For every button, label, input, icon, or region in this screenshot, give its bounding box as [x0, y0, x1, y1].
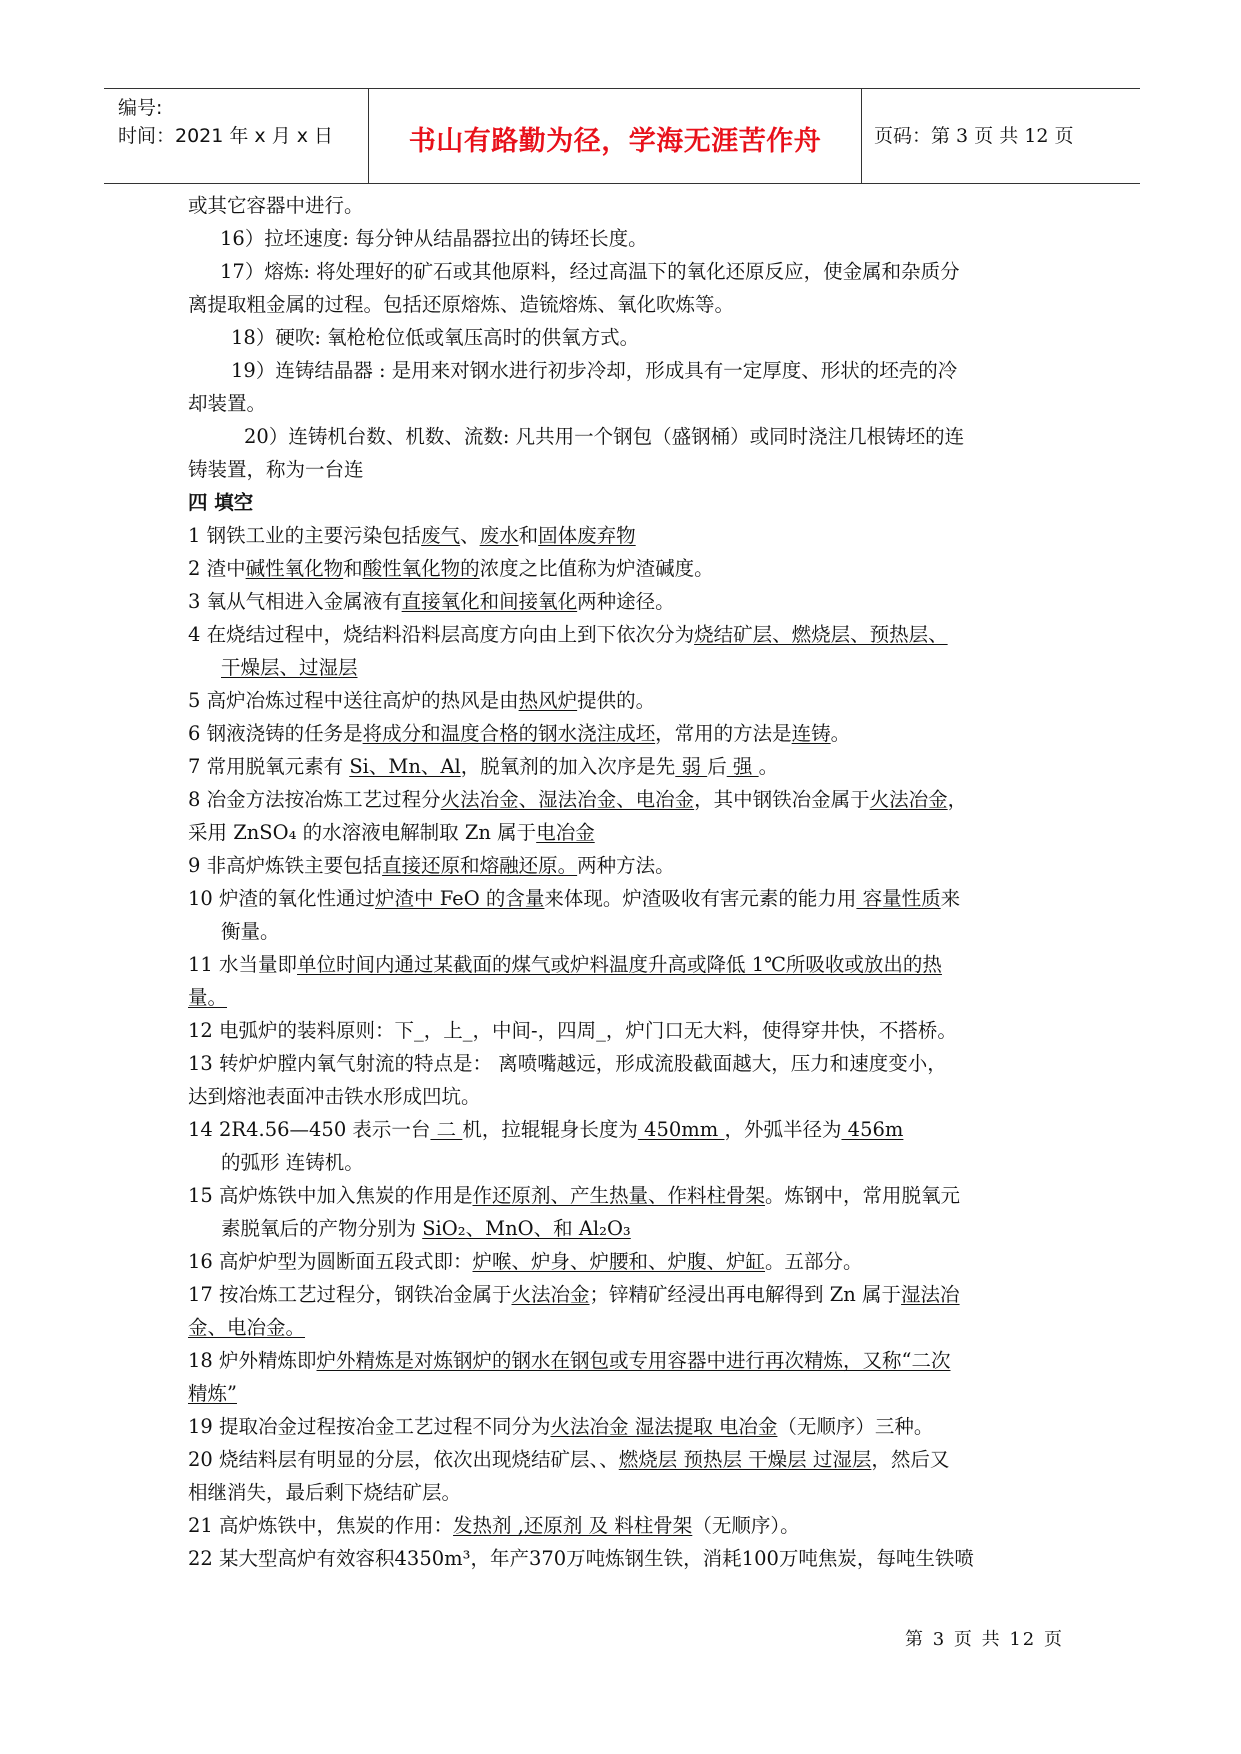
- underlined-answer: 作还原剂、产生热量、作料柱骨架: [472, 1184, 766, 1207]
- text-line: [188, 522, 636, 550]
- underlined-answer: 弱: [675, 755, 708, 778]
- text-segment: 或其它容器中进行。: [188, 194, 364, 217]
- text-line: [188, 819, 595, 847]
- text-segment: 12 电弧炉的装料原则：下_，上_，中间-，四周_，炉门口无大料，使得穿井快，不搭桥。: [188, 1019, 957, 1042]
- text-line: [188, 1314, 305, 1342]
- text-segment: 采用 ZnSO₄ 的水溶液电解制取 Zn 属于: [188, 821, 537, 844]
- underlined-answer: 量。: [188, 986, 228, 1009]
- text-line: [221, 654, 358, 682]
- underlined-answer: 烧结矿层、燃烧层、预热层、: [694, 623, 948, 646]
- text-segment: 19）连铸结晶器 : 是用来对钢水进行初步冷却，形成具有一定厚度、形状的坯壳的冷: [231, 359, 958, 382]
- text-segment: 来: [940, 887, 961, 910]
- underlined-answer: Si、Mn、Al: [349, 755, 461, 778]
- text-line: [220, 225, 648, 253]
- text-segment: （无顺序）三种。: [777, 1415, 934, 1438]
- underlined-answer: 直接氧化和间接氧化: [401, 590, 578, 613]
- underlined-answer: 450mm: [637, 1118, 725, 1141]
- text-line: [188, 1083, 481, 1111]
- text-segment: （无顺序）。: [692, 1514, 800, 1537]
- text-segment: 却装置。: [188, 392, 267, 415]
- text-segment: 两种方法。: [577, 854, 675, 877]
- text-segment: 2 渣中: [188, 557, 246, 580]
- text-segment: 18 炉外精炼即: [188, 1349, 317, 1372]
- text-segment: 4 在烧结过程中，烧结料沿料层高度方向由上到下依次分为: [188, 623, 695, 646]
- text-segment: 1 钢铁工业的主要污染包括: [188, 524, 422, 547]
- text-segment: 18）硬吹: 氧枪枪位低或氧压高时的供氧方式。: [231, 326, 640, 349]
- text-segment: 8 冶金方法按冶炼工艺过程分: [188, 788, 441, 811]
- underlined-answer: 干燥层、过湿层: [221, 656, 358, 679]
- text-line: [188, 1116, 903, 1144]
- text-segment: 素脱氧后的产物分别为: [221, 1217, 423, 1240]
- text-segment: 浓度之比值称为炉渣碱度。: [479, 557, 714, 580]
- text-segment: ，其中钢铁冶金属于: [694, 788, 870, 811]
- text-line: [188, 489, 253, 517]
- underlined-answer: 火法冶金: [869, 788, 948, 811]
- text-line: [221, 1215, 631, 1243]
- text-segment: 。炼钢中，常用脱氧元: [765, 1184, 961, 1207]
- text-line: [188, 1248, 863, 1276]
- text-segment: 21 高炉炼铁中，焦炭的作用：: [188, 1514, 454, 1537]
- text-line: [188, 456, 364, 484]
- text-line: [188, 786, 967, 814]
- underlined-answer: SiO₂、MnO、和 Al₂O₃: [422, 1217, 631, 1240]
- header-motto-cell: [368, 89, 862, 183]
- underlined-answer: 废水: [479, 524, 519, 547]
- text-segment: ，然后又: [871, 1448, 950, 1471]
- text-segment: 、: [460, 524, 480, 547]
- text-line: [188, 951, 942, 979]
- text-segment: 的弧形 连铸机。: [221, 1151, 364, 1174]
- text-segment: 7 常用脱氧元素有: [188, 755, 350, 778]
- text-line: [244, 423, 964, 451]
- document-time-label: 时间：2021 年 x 月 x 日: [118, 125, 334, 147]
- text-line: [188, 621, 948, 649]
- text-line: [220, 258, 960, 286]
- document-header: [104, 88, 1140, 184]
- text-segment: 机，拉辊辊身长度为: [462, 1118, 638, 1141]
- text-segment: 和: [518, 524, 539, 547]
- underlined-answer: 碱性氧化物: [245, 557, 344, 580]
- text-segment: 达到熔池表面冲击铁水形成凹坑。: [188, 1085, 481, 1108]
- underlined-answer: 燃烧层 预热层 干燥层 过湿层: [618, 1448, 872, 1471]
- text-segment: 17 按冶炼工艺过程分，钢铁冶金属于: [188, 1283, 512, 1306]
- text-segment: 16 高炉炉型为圆断面五段式即：: [188, 1250, 473, 1273]
- underlined-answer: 连铸: [791, 722, 831, 745]
- underlined-answer: 废气: [421, 524, 461, 547]
- text-segment: 。五部分。: [765, 1250, 863, 1273]
- underlined-answer: 火法冶金: [511, 1283, 590, 1306]
- text-line: [188, 291, 734, 319]
- text-line: [188, 1182, 960, 1210]
- text-line: [188, 192, 364, 220]
- underlined-answer: 火法冶金 湿法提取 电冶金: [550, 1415, 778, 1438]
- underlined-answer: 容量性质: [856, 887, 941, 910]
- text-segment: 19 提取冶金过程按冶金工艺过程不同分为: [188, 1415, 551, 1438]
- underlined-answer: 单位时间内通过某截面的煤气或炉料温度升高或降低 1℃所吸收或放出的热: [297, 953, 942, 976]
- text-segment: 。: [830, 722, 851, 745]
- underlined-answer: 湿法冶: [901, 1283, 960, 1306]
- text-line: [221, 918, 280, 946]
- underlined-answer: 炉渣中 FeO 的含量: [375, 887, 545, 910]
- text-segment: 相继消失，最后剩下烧结矿层。: [188, 1481, 462, 1504]
- underlined-answer: 将成分和温度合格的钢水浇注成坯: [362, 722, 656, 745]
- text-line: [188, 885, 960, 913]
- text-line: [188, 984, 227, 1012]
- text-line: [188, 390, 266, 418]
- text-segment: 16）拉坯速度: 每分钟从结晶器拉出的铸坯长度。: [220, 227, 648, 250]
- text-segment: 提供的。: [577, 689, 656, 712]
- text-segment: ，脱氧剂的加入次序是先: [460, 755, 676, 778]
- text-line: [188, 588, 675, 616]
- underlined-answer: 金、电冶金。: [188, 1316, 306, 1339]
- text-segment: 11 水当量即: [188, 953, 298, 976]
- text-segment: 后: [707, 755, 727, 778]
- text-line: [188, 753, 778, 781]
- text-segment: 3 氧从气相进入金属液有: [188, 590, 402, 613]
- text-line: [188, 555, 714, 583]
- text-segment: 17）熔炼: 将处理好的矿石或其他原料，经过高温下的氧化还原反应，使金属和杂质分: [220, 260, 960, 283]
- text-segment: 14 2R4.56—450 表示一台: [188, 1118, 431, 1141]
- page-footer: 第 3 页 共 12 页: [905, 1629, 1064, 1650]
- text-line: [188, 687, 655, 715]
- underlined-answer: 炉外精炼是对炼钢炉的钢水在钢包或专用容器中进行再次精炼，又称“二次: [316, 1349, 951, 1372]
- text-line: [188, 852, 675, 880]
- underlined-answer: 456m: [841, 1118, 904, 1141]
- text-segment: 。: [758, 755, 779, 778]
- text-line: [231, 324, 639, 352]
- underlined-answer: 电冶金: [536, 821, 595, 844]
- text-segment: 20）连铸机台数、机数、流数: 凡共用一个钢包（盛钢桶）或同时浇注几根铸坯的连: [244, 425, 965, 448]
- text-line: [188, 1050, 947, 1078]
- underlined-answer: 强: [726, 755, 759, 778]
- motto-text: 书山有路勤为径，学海无涯苦作舟: [408, 126, 822, 157]
- underlined-answer: 火法冶金、湿法冶金、电冶金: [440, 788, 695, 811]
- text-line: [188, 1446, 949, 1474]
- text-segment: ；锌精矿经浸出再电解得到 Zn 属于: [589, 1283, 902, 1306]
- text-segment: 13 转炉炉膛内氧气射流的特点是： 离喷嘴越远，形成流股截面越大，压力和速度变小，: [188, 1052, 947, 1075]
- text-segment: 和: [343, 557, 363, 580]
- underlined-answer: 固体废弃物: [538, 524, 636, 547]
- text-segment: ，外弧半径为: [724, 1118, 842, 1141]
- text-segment: 来体现。炉渣吸收有害元素的能力用: [544, 887, 857, 910]
- header-info-cell: [104, 89, 368, 183]
- text-line: [188, 1017, 957, 1045]
- text-line: [188, 1479, 461, 1507]
- underlined-answer: 精炼”: [188, 1382, 237, 1405]
- text-segment: ，: [947, 788, 968, 811]
- text-segment: 衡量。: [221, 920, 280, 943]
- text-line: [188, 1512, 800, 1540]
- text-segment: 6 钢液浇铸的任务是: [188, 722, 363, 745]
- header-page-cell: [860, 89, 1140, 183]
- text-segment: 15 高炉炼铁中加入焦炭的作用是: [188, 1184, 473, 1207]
- text-line: [188, 720, 850, 748]
- text-line: [188, 1545, 974, 1573]
- text-segment: 10 炉渣的氧化性通过: [188, 887, 376, 910]
- text-line: [188, 1281, 960, 1309]
- text-line: [231, 357, 957, 385]
- section-heading: 四 填空: [188, 491, 254, 514]
- text-segment: ，常用的方法是: [655, 722, 792, 745]
- text-segment: 两种途径。: [577, 590, 675, 613]
- text-line: [221, 1149, 364, 1177]
- underlined-answer: 二: [430, 1118, 463, 1141]
- underlined-answer: 热风炉: [518, 689, 578, 712]
- text-segment: 9 非高炉炼铁主要包括: [188, 854, 383, 877]
- text-line: [188, 1413, 933, 1441]
- text-segment: 离提取粗金属的过程。包括还原熔炼、造锍熔炼、氧化吹炼等。: [188, 293, 735, 316]
- underlined-answer: 炉喉、炉身、炉腰和、炉腹、炉缸: [472, 1250, 766, 1273]
- text-segment: 5 高炉冶炼过程中送往高炉的热风是由: [188, 689, 519, 712]
- document-number-label: 编号:: [118, 97, 163, 119]
- text-line: [188, 1380, 237, 1408]
- underlined-answer: 发热剂 ,还原剂 及 料柱骨架: [453, 1514, 693, 1537]
- page-number-label: 页码：第 3 页 共 12 页: [874, 125, 1074, 147]
- text-segment: 20 烧结料层有明显的分层，依次出现烧结矿层、、: [188, 1448, 619, 1471]
- text-line: [188, 1347, 951, 1375]
- text-segment: 铸装置，称为一台连: [188, 458, 364, 481]
- underlined-answer: 直接还原和熔融还原。: [382, 854, 578, 877]
- text-segment: 22 某大型高炉有效容积4350m³，年产370万吨炼钢生铁，消耗100万吨焦炭，每吨生铁喷: [188, 1547, 974, 1570]
- underlined-answer: 酸性氧化物的: [362, 557, 480, 580]
